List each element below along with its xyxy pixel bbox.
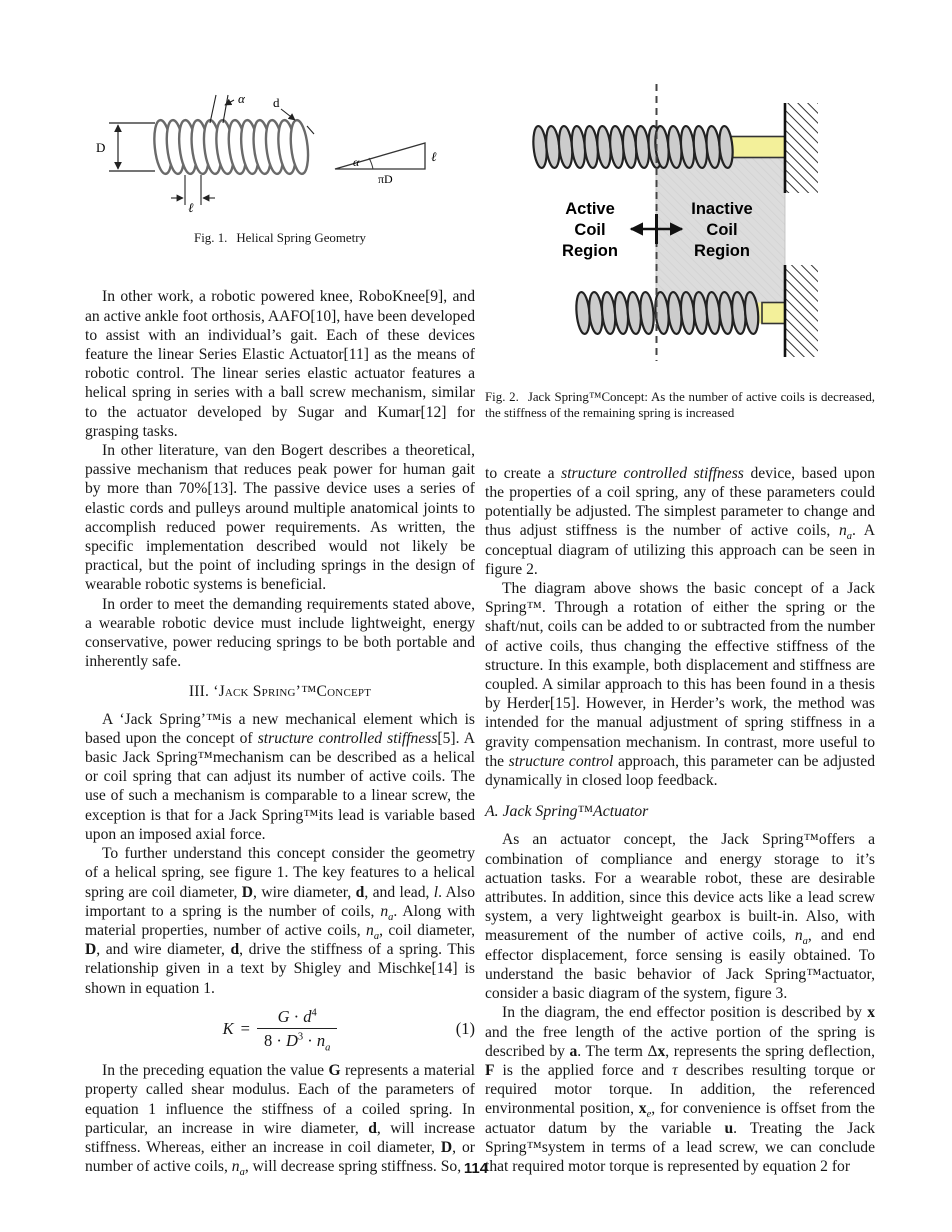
figure2-caption-number: Fig. 2. [485, 390, 519, 404]
equation-lhs: K [222, 1018, 234, 1038]
triangle-base-label: πD [378, 172, 393, 186]
paragraph-structure-controlled-stiffness: to create a structure controlled stiffness device, based upon the properties of a coil spring, any of these parameters could potentially be adjusted. The simplest parameter to change and thus adjust stiffness is the number of active coils, $n_a$. A conceptual diagram of utilizing this approach can be seen in figure 2. [485, 464, 876, 578]
equation-1 [85, 1006, 475, 1054]
figure1-caption [85, 230, 475, 246]
active-coil-region-label [562, 200, 618, 260]
figure1-caption-number: Fig. 1. [194, 231, 228, 245]
section-heading-jack-spring-concept: III. ‘Jack Spring’™Concept [188, 683, 372, 701]
paragraph-shear-modulus: In the preceding equation the value G represents a material property called shear modulus. Each of the parameters of equation 1 influence the stiffness of a coiled spring. In particular, an increase in wire diameter, d, will increase stiffness. Whereas, either an increase in coil diameter, D, or number of active coils, $n_a$, will decrease spring stiffness. So, [85, 1062, 476, 1179]
bottom-wall [785, 265, 818, 357]
paragraph-requirements: In order to meet the demanding requirements stated above, a wearable robotic device must include lightweight, energy conservative, power reducing springs to be both portable and inherently safe. [85, 595, 475, 671]
paragraph-diagram-concept: The diagram above shows the basic concept of a Jack Spring™. Through a rotation of either the spring or the shaft/nut, coils can be added to or subtracted from the number of active coils, thus changing the effective stiffness of the structure. In this example, both displacement and stiffness are coupled. A similar approach to this has been found in a thesis by Herder[15]. However, in Herder’s work, the method was intended for the manual adjustment of spring stiffness in a gravity compensation mechanism. In contrast, more useful to the structure control approach, this parameter can be adjusted dynamically in closed loop feedback. [485, 580, 876, 790]
figure2-caption [485, 389, 875, 422]
paragraph-related-work-1: In other work, a robotic powered knee, RoboKnee[9], and an active ankle foot orthosis, AAFO[10], have been developed to assist with an individual’s gait. Each of these devices feature the linear Series Elastic Actuator[11] as the means of robotic control. The linear series elastic actuator features a helical spring in series with a ball screw mechanism, similar to the actuator developed by Sugar and Kumar[12] for grasping tasks. [85, 288, 475, 440]
triangle-angle-label: α [353, 155, 360, 169]
svg-text:Region: Region [562, 242, 618, 260]
paragraph-diagram-variables: In the diagram, the end effector position is described by x and the free length of the active portion of the spring is described by a. The term Δx, represents the spring deflection, F is the applied force and τ describes resulting torque or required motor torque. In addition, the referenced environmental position, $x_e$, for convenience is offset from the actuator datum by the variable u. Treating the Jack Spring™system in terms of a lead screw, we can conclude that required motor torque is represented by equation 2 for [485, 1004, 876, 1175]
spring-coils [152, 119, 310, 174]
coil-diameter-label: D [96, 140, 106, 155]
figure2-caption-text: Jack Spring™Concept: As the number of active coils is decreased, the stiffness of the remaining spring is increased [485, 390, 875, 421]
subsection-heading-actuator: A. Jack Spring™Actuator [485, 803, 649, 821]
top-wall [785, 103, 818, 193]
paragraph-jack-spring-intro: A ‘Jack Spring’™is a new mechanical element which is based upon the concept of structure controlled stiffness[5]. A basic Jack Spring™mechanism can be described as a helical or coil spring that can adjust its number of active coils. The use of such a mechanism is comparable to a linear screw, the exception is that for a Jack Spring™its lead is variable based upon an imposed axial force. [85, 710, 476, 843]
figure1-caption-text: Helical Spring Geometry [236, 231, 366, 245]
paragraph-spring-geometry: To further understand this concept consider the geometry of a helical spring, see figure 1. The key features to a helical spring are coil diameter, D, wire diameter, d, and lead, l. Also important to a spring is the number of coils, $n_a$. Along with material properties, number of active coils, $n_a$, coil diameter, D, and wire diameter, d, drive the stiffness of a spring. This relationship given in a text by Shigley and Mischke[14] is shown in equation 1. [85, 845, 476, 997]
helical-spring-figure [85, 85, 475, 225]
equation-numerator: $G \cdot d^4$ [277, 1006, 317, 1026]
svg-text:Region: Region [694, 242, 750, 260]
pitch-angle-callout [210, 95, 234, 123]
lead-label: ℓ [188, 200, 194, 215]
equation-fraction [257, 1006, 337, 1054]
wire-diameter-label: d [273, 95, 280, 110]
top-spring [532, 126, 734, 169]
equation-number: (1) [455, 1018, 475, 1038]
svg-text:Active: Active [565, 200, 615, 218]
paragraph-actuator-concept: As an actuator concept, the Jack Spring™offers a combination of compliance and energy storage to it’s actuation tasks. For a wearable robot, these are desirable attributes. In addition, since this device acts like a lead screw system, a very lightweight gearbox is built-in. Also, with measurement of the number of active coils, $n_a$, and end effector displacement, force sensing is easily obtained. To understand the basic behavior of Jack Spring™actuator, consider a basic diagram of the system, figure 3. [485, 831, 875, 1003]
triangle-rise-label: ℓ [431, 149, 437, 164]
right-column [485, 78, 875, 1176]
svg-text:Coil: Coil [706, 221, 738, 239]
pitch-angle-label: α [238, 91, 245, 106]
jack-spring-concept-figure [485, 78, 875, 363]
paragraph-related-work-2: In other literature, van den Bogert describes a theoretical, passive mechanism that reduces peak power for human gait by more than 70%[13]. The passive device uses a series of elastic cords and pulleys around multiple anatomical joints to accomplish reduced power requirements. As written, the specific implementation described would not likely be practical, but the point of including springs in the design of wearable robotic systems is beneficial. [85, 442, 475, 594]
lead-angle-triangle [335, 143, 425, 169]
equation-denominator: $8 \cdot D^3 \cdot n_a$ [257, 1028, 337, 1050]
svg-text:Inactive: Inactive [691, 200, 753, 218]
coil-diameter-dimension [109, 123, 155, 171]
svg-text:Coil: Coil [574, 221, 606, 239]
page-number: 114 [463, 1160, 489, 1177]
equation-1-body [222, 1006, 338, 1054]
equation-equals: = [240, 1018, 250, 1038]
